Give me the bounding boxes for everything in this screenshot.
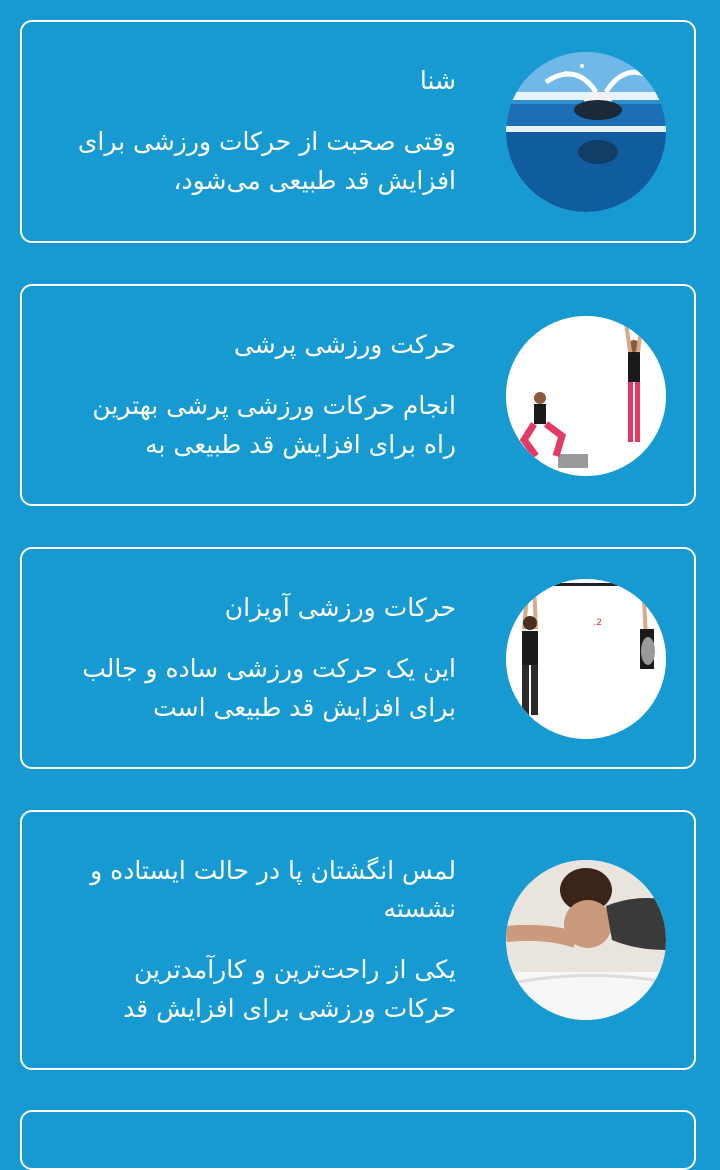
jumping-exercise-photo (506, 316, 666, 476)
exercise-card-jumping[interactable] (20, 284, 696, 506)
hanging-exercise-photo (506, 579, 666, 739)
exercise-title: حرکت ورزشی پرشی (233, 330, 456, 359)
image-step-label: 2. (593, 618, 602, 628)
exercise-title: شنا (419, 66, 456, 95)
exercise-card-swimming[interactable] (20, 20, 696, 243)
exercise-card-text (56, 589, 456, 727)
exercise-title: حرکات ورزشی آویزان (224, 593, 456, 622)
exercise-description: این یک حرکت ورزشی ساده و جالب برای افزایش قد طبیعی است (82, 654, 456, 722)
stretching-photo (506, 860, 666, 1020)
exercise-card-text (56, 326, 456, 464)
exercise-card-text (56, 852, 456, 1028)
exercise-card-toe-touch[interactable] (20, 810, 696, 1070)
exercise-description: یکی از راحت‌ترین و کارآمدترین حرکات ورزشی برای افزایش قد (123, 955, 456, 1023)
exercise-card-partial[interactable] (20, 1110, 696, 1170)
exercise-description: وقتی صحبت از حرکات ورزشی برای افزایش قد طبیعی می‌شود، (77, 127, 456, 195)
exercise-title: لمس انگشتان پا در حالت ایستاده و نشسته (90, 856, 456, 923)
exercise-card-hanging[interactable] (20, 547, 696, 769)
swimming-photo (506, 52, 666, 212)
exercise-card-text (56, 62, 456, 200)
exercise-description: انجام حرکات ورزشی پرشی بهترین راه برای افزایش قد طبیعی به (92, 391, 456, 459)
